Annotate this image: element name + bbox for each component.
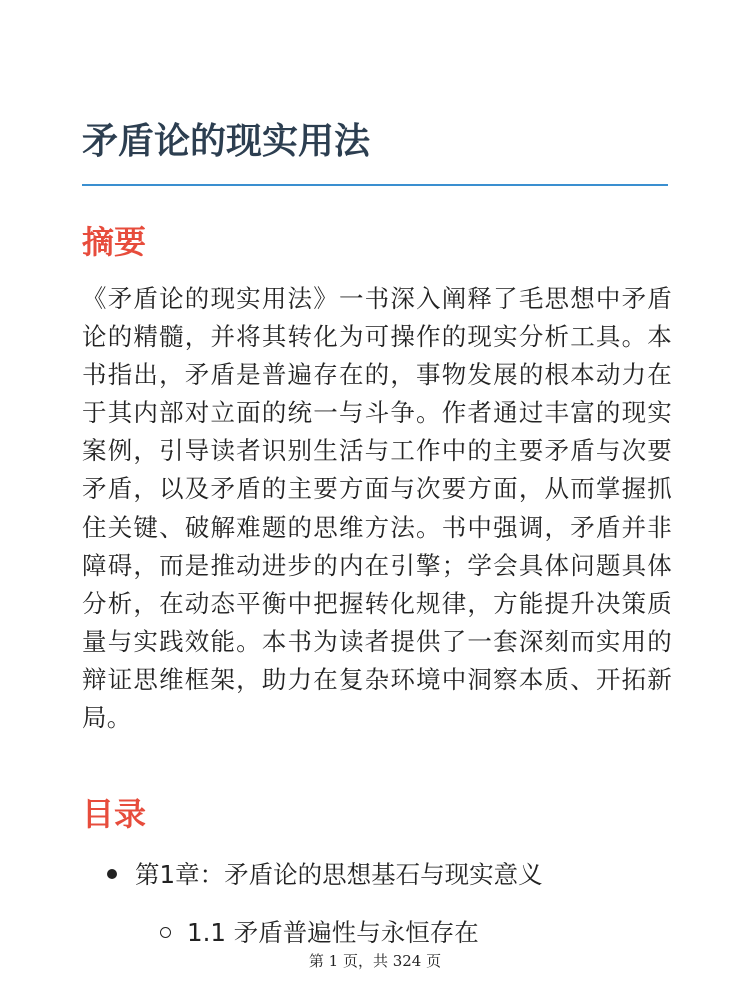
toc-item-chapter-1[interactable] bbox=[107, 858, 543, 892]
toc-heading: 目录 bbox=[82, 795, 147, 833]
hollow-bullet-icon bbox=[160, 927, 171, 938]
toc-item-label: 第1章：矛盾论的思想基石与现实意义 bbox=[135, 860, 543, 889]
toc-item-section-1-1[interactable] bbox=[160, 916, 479, 950]
title-divider bbox=[82, 184, 668, 186]
filled-bullet-icon bbox=[107, 869, 117, 879]
abstract-heading: 摘要 bbox=[82, 223, 147, 261]
document-title: 矛盾论的现实用法 bbox=[82, 121, 371, 162]
toc-item-label: 1.1 矛盾普遍性与永恒存在 bbox=[187, 918, 479, 947]
abstract-text: 《矛盾论的现实用法》一书深入阐释了毛思想中矛盾论的精髓，并将其转化为可操作的现实分析工具。本书指出，矛盾是普遍存在的，事物发展的根本动力在于其内部对立面的统一与斗争。作者通过丰富的现实案例，引导读者识别生活与工作中的主要矛盾与次要矛盾，以及矛盾的主要方面与次要方面，从而掌握抓住关键、破解难题的思维方法。书中强调，矛盾并非障碍，而是推动进步的内在引擎；学会具体问题具体分析，在动态平衡中把握转化规律，方能提升决策质量与实践效能。本书为读者提供了一套深刻而实用的辩证思维框架，助力在复杂环境中洞察本质、开拓新局。 bbox=[82, 284, 672, 733]
page-number-footer: 第 1 页，共 324 页 bbox=[308, 952, 442, 970]
